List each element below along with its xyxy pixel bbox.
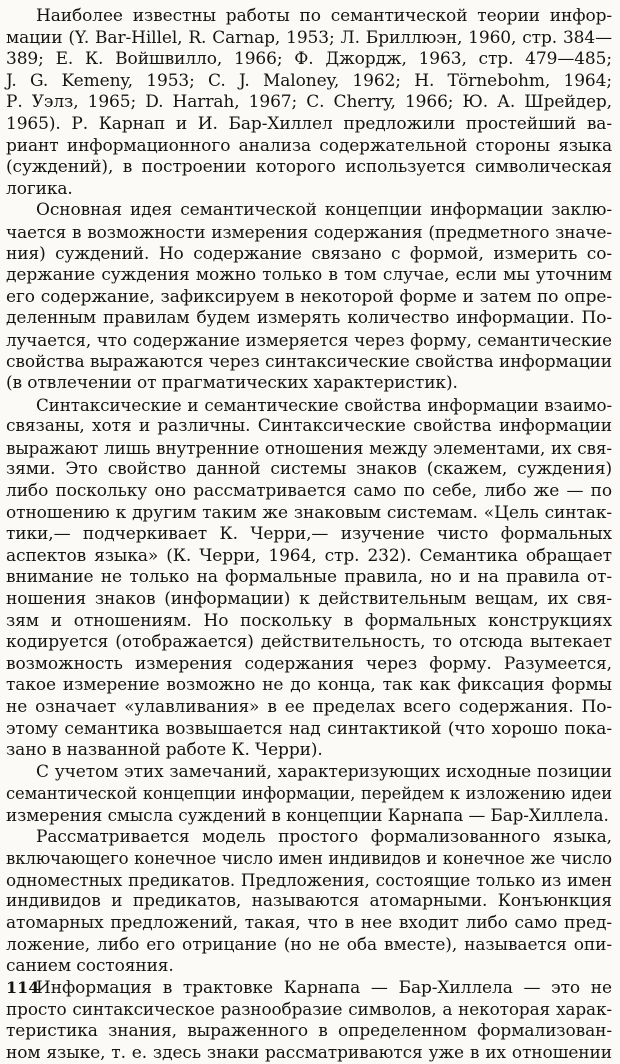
text-line: аспектов языка» (К. Черри, 1964, стр. 232). Семантика обращает bbox=[6, 546, 612, 568]
text-line: выражают лишь внутренние отношения между элементами, их свя- bbox=[6, 438, 612, 460]
text-line: ном языке, т. е. здесь знаки рассматриваются уже в их отношении bbox=[6, 1043, 612, 1064]
text-line: J. G. Kemeny, 1953; C. J. Maloney, 1962; H. Törnebohm, 1964; bbox=[6, 71, 612, 93]
text-line: Информация в трактовке Карнапа — Бар-Хиллела — это не bbox=[6, 978, 612, 1000]
text-line: не означает «улавливания» в ее пределах всего содержания. По- bbox=[6, 697, 612, 719]
text-line: включающего конечное число имен индивидов и конечное же число bbox=[6, 848, 612, 870]
paragraph bbox=[6, 395, 612, 762]
text-line: атомарных предложений, такая, что в нее входит либо само пред- bbox=[6, 913, 612, 935]
text-line: возможность измерения содержания через форму. Разумеется, bbox=[6, 654, 612, 676]
text-line: измерения смысла суждений в концепции Карнапа — Бар-Хиллела. bbox=[6, 805, 612, 827]
text-line: тики,— подчеркивает К. Черри,— изучение чисто формальных bbox=[6, 524, 612, 546]
text-line: 1965). Р. Карнап и И. Бар-Хиллел предложили простейший ва- bbox=[6, 114, 612, 136]
text-line: теристика знания, выраженного в определенном формализован- bbox=[6, 1021, 612, 1043]
text-line: индивидов и предикатов, называются атомарными. Конъюнкция bbox=[6, 891, 612, 913]
text-line: Наиболее известны работы по семантической теории инфор- bbox=[6, 6, 612, 28]
text-line: либо поскольку оно рассматривается само по себе, либо же — по bbox=[6, 481, 612, 503]
paragraph bbox=[6, 6, 612, 200]
text-line: чается в возможности измерения содержания (предметного значе- bbox=[6, 222, 612, 244]
text-line: Рассматривается модель простого формализованного языка, bbox=[6, 827, 612, 849]
paragraph bbox=[6, 827, 612, 978]
text-line: зям и отношениям. Но поскольку в формальных конструкциях bbox=[6, 611, 612, 633]
text-line: свойства выражаются через синтаксические свойства информации bbox=[6, 352, 612, 374]
text-line: (суждений), в построении которого используется символическая bbox=[6, 157, 612, 179]
paragraph bbox=[6, 762, 612, 827]
text-line: его содержание, зафиксируем в некоторой форме и затем по опре- bbox=[6, 287, 612, 309]
text-line: 389; Е. К. Войшвилло, 1966; Ф. Джордж, 1963, стр. 479—485; bbox=[6, 49, 612, 71]
text-line: мации (Y. Bar-Hillel, R. Carnap, 1953; Л. Бриллюэн, 1960, стр. 384— bbox=[6, 28, 612, 50]
text-line: просто синтаксическое разнообразие символов, а некоторая харак- bbox=[6, 999, 612, 1021]
text-line: зями. Это свойство данной системы знаков (скажем, суждения) bbox=[6, 459, 612, 481]
text-line: Р. Уэлз, 1965; D. Harrah, 1967; С. Cherry, 1966; Ю. А. Шрейдер, bbox=[6, 92, 612, 114]
text-line: санием состояния. bbox=[6, 956, 612, 978]
text-line: внимание не только на формальные правила, но и на правила от- bbox=[6, 567, 612, 589]
text-line: отношению к другим таким же знаковым системам. «Цель синтак- bbox=[6, 503, 612, 525]
text-line: логика. bbox=[6, 179, 612, 201]
text-line: зано в названной работе К. Черри). bbox=[6, 740, 612, 762]
text-line: этому семантика возвышается над синтактикой (что хорошо пока- bbox=[6, 719, 612, 741]
text-line: риант информационного анализа содержательной стороны языка bbox=[6, 136, 612, 158]
text-line: Синтаксические и семантические свойства информации взаимо- bbox=[6, 395, 612, 417]
text-line: связаны, хотя и различны. Синтаксические свойства информации bbox=[6, 416, 612, 438]
text-line: семантической концепции информации, перейдем к изложению идеи bbox=[6, 783, 612, 805]
paragraph bbox=[6, 200, 612, 394]
text-line: ния) суждений. Но содержание связано с формой, измерить со- bbox=[6, 244, 612, 266]
text-line: держание суждения можно только в том случае, если мы уточним bbox=[6, 265, 612, 287]
paragraph bbox=[6, 978, 612, 1064]
text-line: Основная идея семантической концепции информации заклю- bbox=[6, 200, 612, 222]
text-line: ношения знаков (информации) к действительным вещам, их свя- bbox=[6, 589, 612, 611]
text-line: деленным правилам будем измерять количество информации. По- bbox=[6, 308, 612, 330]
text-line: лучается, что содержание измеряется через форму, семантические bbox=[6, 330, 612, 352]
text-line: С учетом этих замечаний, характеризующих исходные позиции bbox=[6, 762, 612, 784]
text-line: (в отвлечении от прагматических характеристик). bbox=[6, 373, 612, 395]
text-line: кодируется (отображается) действительность, то отсюда вытекает bbox=[6, 632, 612, 654]
body-text bbox=[6, 6, 612, 1064]
text-line: ложение, либо его отрицание (но не оба вместе), называется опи- bbox=[6, 935, 612, 957]
text-line: одноместных предикатов. Предложения, состоящие только из имен bbox=[6, 870, 612, 892]
page-number: 114 bbox=[6, 978, 39, 997]
text-line: такое измерение возможно не до конца, так как фиксация формы bbox=[6, 675, 612, 697]
